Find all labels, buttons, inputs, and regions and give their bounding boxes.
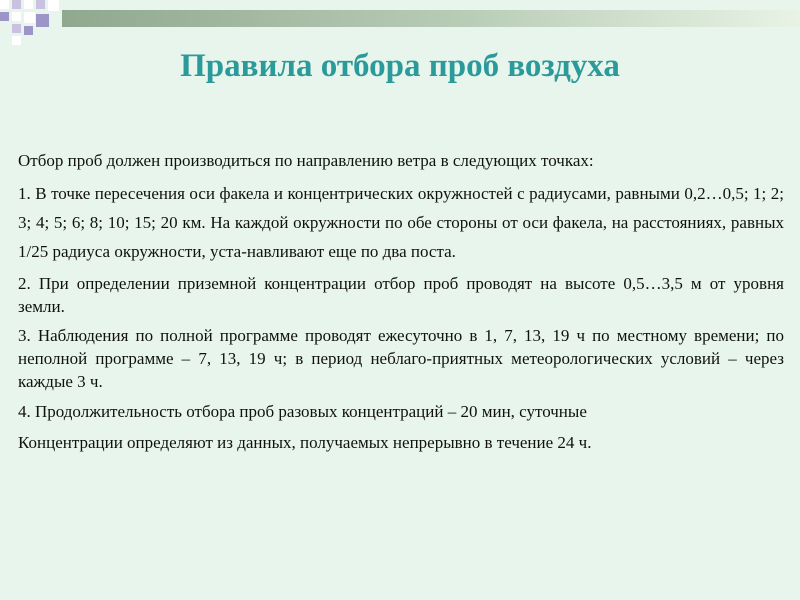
rule-1-paragraph: 1. В точке пересечения оси факела и концентрических окружностей с радиусами, равными 0,2…0,5; 1; 2; 3; 4; 5; 6; 8; 10; 15; 20 км. На каждой окружности по обе стороны от оси факела, на расстояниях, равных 1/25 радиуса окружности, уста-навливают еще по два поста. [18, 184, 784, 261]
decor-square [0, 0, 9, 9]
decor-square [24, 12, 35, 23]
decor-square [12, 0, 21, 9]
slide-title: Правила отбора проб воздуха [180, 48, 620, 84]
decor-square [12, 24, 21, 33]
decor-square [48, 0, 59, 11]
decor-square [36, 14, 49, 27]
decor-square [12, 12, 21, 21]
rule-4-paragraph: 4. Продолжительность отбора проб разовых концентраций – 20 мин, суточные [18, 402, 587, 421]
closing-paragraph: Концентрации определяют из данных, получаемых непрерывно в течение 24 ч. [18, 433, 592, 452]
rule-3-paragraph: 3. Наблюдения по полной программе проводят ежесуточно в 1, 7, 13, 19 ч по местному времени; по неполной программе – 7, 13, 19 ч; в период неблаго-приятных метеорологических условий – через каждые 3 ч. [18, 326, 784, 391]
intro-paragraph: Отбор проб должен производиться по направлению ветра в следующих точках: [18, 151, 594, 170]
decor-square [24, 26, 33, 35]
decor-square [12, 36, 21, 45]
slide-body [18, 148, 784, 461]
decor-square [36, 0, 45, 9]
decor-square [0, 12, 9, 21]
header-gradient-bar [62, 10, 800, 27]
decor-square [24, 0, 33, 9]
rule-2-paragraph: 2. При определении приземной концентрации отбор проб проводят на высоте 0,5…3,5 м от уровня земли. [18, 274, 784, 316]
